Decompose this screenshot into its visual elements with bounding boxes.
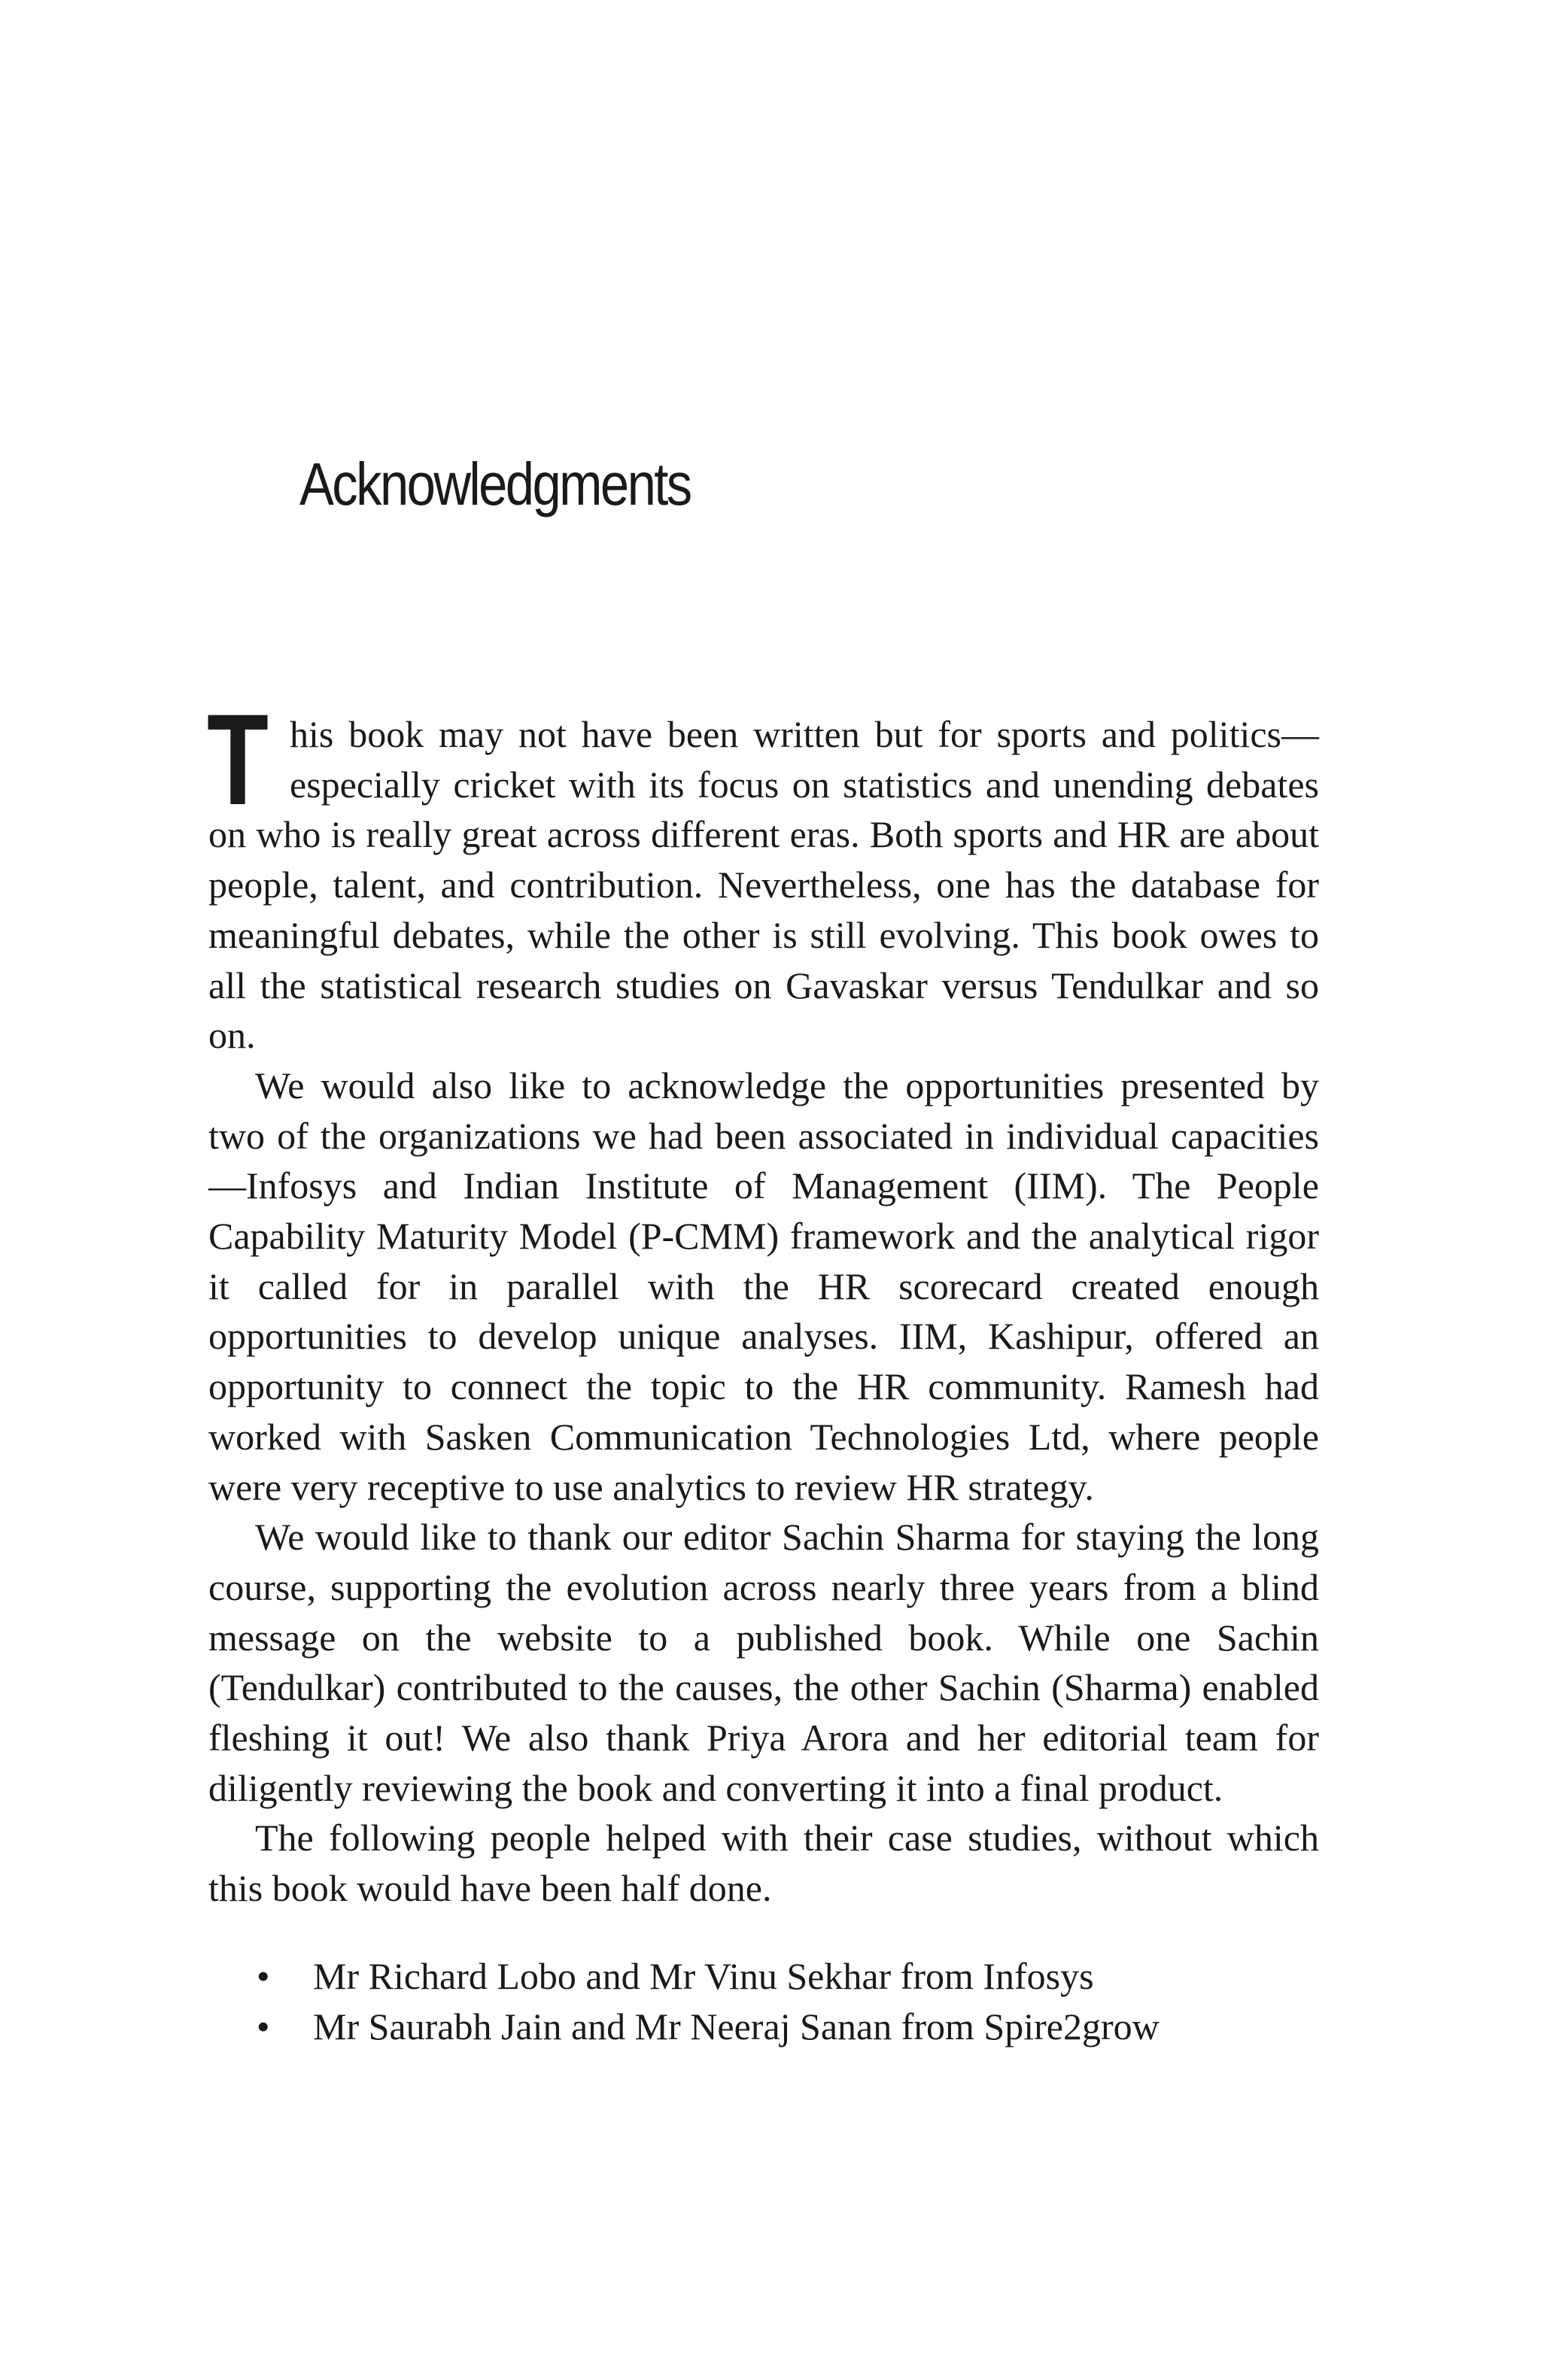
body-text <box>207 688 1319 2051</box>
list-item <box>208 1951 1319 2002</box>
page-title: Acknowledgments <box>299 451 691 518</box>
case-study-list <box>208 1951 1319 2051</box>
list-item <box>208 2002 1319 2052</box>
list-item-text: Mr Saurabh Jain and Mr Neeraj Sanan from Spire2grow <box>313 2005 1160 2048</box>
paragraph-2: We would also like to acknowledge the opportunities presented by two of the organizations we had been associated in individual capacities—Infosys and Indian Institute of Management (IIM). The People Capability Maturity Model (P-CMM) framework and the analytical rigor it called for in parallel with the HR scorecard created enough opportunities to develop unique analyses. IIM, Kashipur, offered an opportunity to connect the topic to the HR community. Ramesh had worked with Sasken Communication Technologies Ltd, where people were very receptive to use analytics to review HR strategy. <box>208 1064 1319 1508</box>
bullet-mark: • <box>257 1954 270 1997</box>
drop-cap: T <box>207 688 269 832</box>
list-item-text: Mr Richard Lobo and Mr Vinu Sekhar from Infosys <box>313 1954 1094 1997</box>
paragraph-1 <box>207 688 1319 1061</box>
paragraph-4: The following people helped with their case studies, without which this book would have been half done. <box>208 1817 1319 1910</box>
paragraph-3: We would like to thank our editor Sachin Sharma for staying the long course, supporting the evolution across nearly three years from a blind message on the website to a published book. While one Sachin (Tendulkar) contributed to the causes, the other Sachin (Sharma) enabled fleshing it out! We also thank Priya Arora and her editorial team for diligently reviewing the book and converting it into a final product. <box>208 1516 1319 1809</box>
paragraph-1-text: his book may not have been written but for sports and politics—especially cricket with its focus on statistics and unending debates on who is really great across different eras. Both sports and HR are about people, talent, and contribution. Nevertheless, one has the database for meaningful debates, while the other is still evolving. This book owes to all the statistical research studies on Gavaskar versus Tendulkar and so on. <box>208 713 1319 1057</box>
bullet-mark: • <box>257 2005 270 2048</box>
